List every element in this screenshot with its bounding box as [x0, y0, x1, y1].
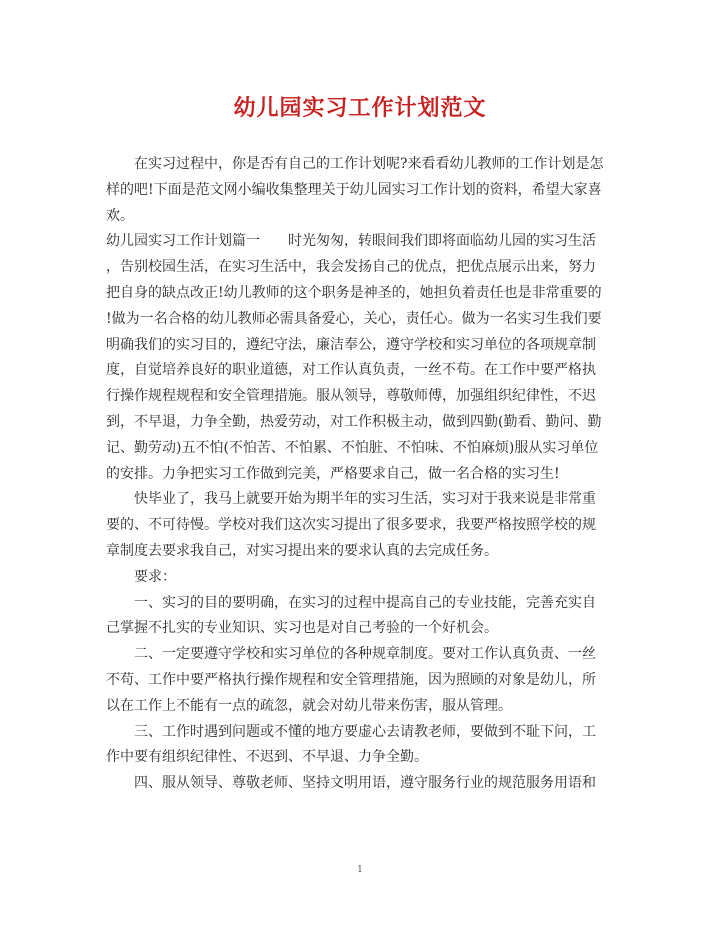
text-line: 样的吧!下面是范文网小编收集整理关于幼儿园实习工作计划的资料，希望大家喜	[106, 181, 602, 198]
document-body	[106, 152, 604, 797]
text-line: 度，自觉培养良好的职业道德，对工作认真负责，一丝不苟。在工作中要严格执	[106, 362, 596, 379]
text-line: 二、一定要遵守学校和实习单位的各种规章制度。要对工作认真负责、一丝	[106, 646, 596, 663]
page-number: 1	[357, 865, 363, 875]
text-line: 作中要有组织纪律性、不迟到、不早退、力争全勤。	[106, 749, 428, 766]
document-title: 幼儿园实习工作计划范文	[233, 95, 487, 121]
text-line: ，告别校园生活，在实习生活中，我会发扬自己的优点，把优点展示出来，努力	[106, 259, 596, 276]
text-line: !做为一名合格的幼儿教师必需具备爱心，关心，责任心。做为一名实习生我们要	[106, 310, 602, 327]
text-line: 章制度去要求我自己，对实习提出来的要求认真的去完成任务。	[106, 542, 498, 559]
text-line: 以在工作上不能有一点的疏忽，就会对幼儿带来伤害，服从管理。	[106, 697, 512, 714]
text-line: 的安排。力争把实习工作做到完美，严格要求自己，做一名合格的实习生!	[106, 465, 560, 482]
text-line: 四、服从领导、尊敬老师、坚持文明用语，遵守服务行业的规范服务用语和	[106, 775, 596, 792]
text-line: 要的、不可待慢。学校对我们这次实习提出了很多要求，我要严格按照学校的规	[106, 517, 596, 534]
text-line: 记、勤劳动)五不怕(不怕苦、不怕累、不怕脏、不怕味、不怕麻烦)服从实习单位	[106, 439, 599, 456]
text-line: 己掌握不扎实的专业知识、实习也是对自己考验的一个好机会。	[106, 620, 498, 637]
text-line: 明确我们的实习目的，遵纪守法，廉洁奉公，遵守学校和实习单位的各项规章制	[106, 336, 596, 353]
text-line: 行操作规程规程和安全管理措施。服从领导，尊敬师傅，加强组织纪律性，不迟	[106, 388, 596, 405]
text-line: 快毕业了，我马上就要开始为期半年的实习生活，实习对于我来说是非常重	[106, 491, 596, 508]
text-line: 幼儿园实习工作计划篇一 时光匆匆，转眼间我们即将面临幼儿园的实习生活	[106, 233, 596, 250]
text-line: 把自身的缺点改正!幼儿教师的这个职务是神圣的，她担负着责任也是非常重要的	[106, 284, 602, 301]
text-line: 到，不早退，力争全勤，热爱劳动，对工作积极主动，做到四勤(勤看、勤问、勤	[106, 413, 602, 430]
text-line: 一、实习的目的要明确，在实习的过程中提高自己的专业技能，完善充实自	[106, 594, 596, 611]
text-line: 要求：	[106, 568, 176, 585]
text-line: 三、工作时遇到问题或不懂的地方要虚心去请教老师，要做到不耻下问，工	[106, 723, 596, 740]
text-line: 欢。	[106, 207, 134, 224]
text-line: 不苟、工作中要严格执行操作规程和安全管理措施，因为照顾的对象是幼儿，所	[106, 671, 596, 688]
text-line: 在实习过程中，你是否有自己的工作计划呢?来看看幼儿教师的工作计划是怎	[106, 156, 604, 172]
